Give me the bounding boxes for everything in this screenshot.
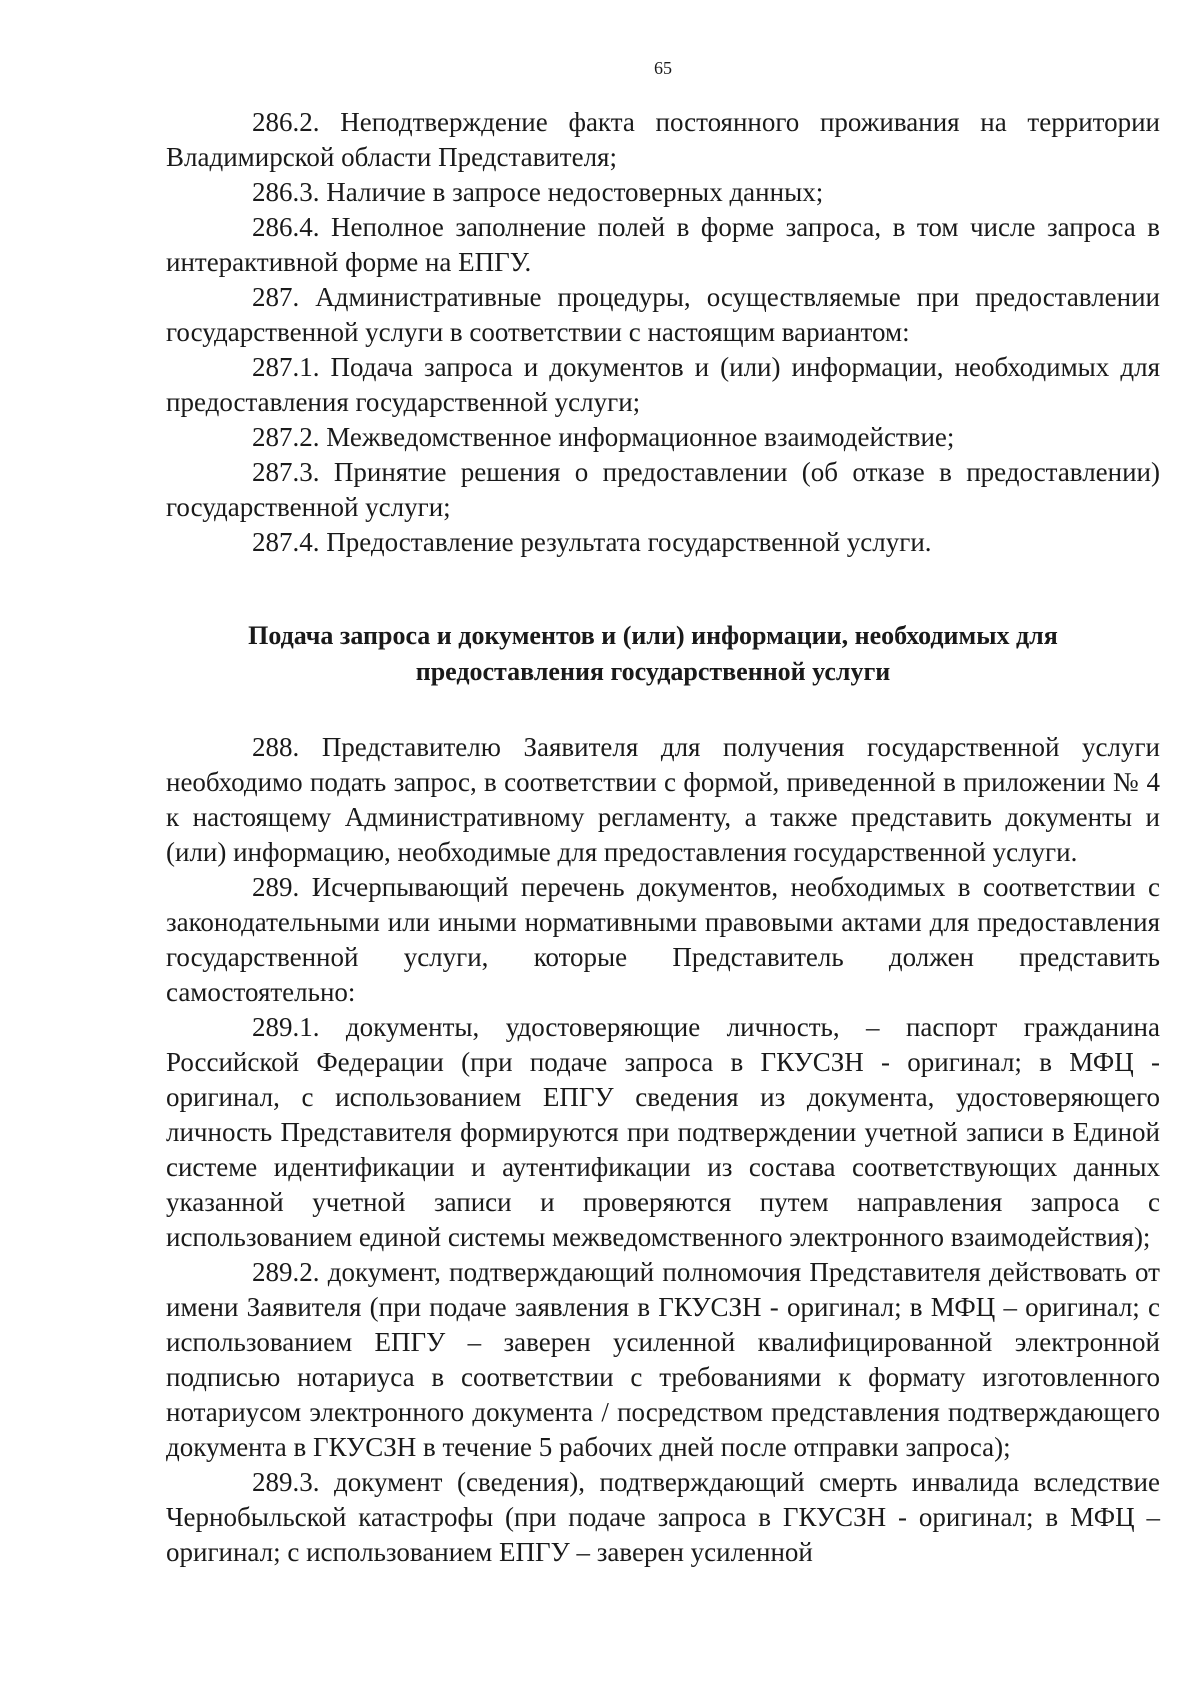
paragraph-289-2: 289.2. документ, подтверждающий полномочия Представителя действовать от имени Заявителя (при подаче заявления в ГКУСЗН - оригинал; в МФЦ – оригинал; с использованием ЕПГУ – заверен усиленной квалифицированной электронной подписью нотариуса в соответствии с требованиями к формату изготовленного нотариусом электронного документа / посредством представления подтверждающего документа в ГКУСЗН в течение 5 рабочих дней после отправки запроса); [166, 1257, 1160, 1462]
paragraph-287-2: 287.2. Межведомственное информационное взаимодействие; [252, 422, 955, 452]
paragraph-287-3: 287.3. Принятие решения о предоставлении (об отказе в предоставлении) государственной услуги; [166, 457, 1160, 522]
page-number: 65 [654, 58, 672, 78]
paragraph-287-1: 287.1. Подача запроса и документов и (или) информации, необходимых для предоставления государственной услуги; [166, 352, 1160, 417]
paragraph-289: 289. Исчерпывающий перечень документов, необходимых в соответствии с законодательными или иными нормативными правовыми актами для предоставления государственной услуги, которые Представитель должен представить самостоятельно: [166, 872, 1160, 1007]
section-heading: Подача запроса и документов и (или) информации, необходимых для предоставления государственной услуги [248, 621, 1058, 686]
paragraph-288: 288. Представителю Заявителя для получения государственной услуги необходимо подать запрос, в соответствии с формой, приведенной в приложении № 4 к настоящему Административному регламенту, а также представить документы и (или) информацию, необходимые для предоставления государственной услуги. [166, 732, 1160, 867]
paragraph-289-1: 289.1. документы, удостоверяющие личность, – паспорт гражданина Российской Федерации (при подаче запроса в ГКУСЗН - оригинал; в МФЦ - оригинал, с использованием ЕПГУ сведения из документа, удостоверяющего личность Представителя формируются при подтверждении учетной записи в Единой системе идентификации и аутентификации из состава соответствующих данных указанной учетной записи и проверяются путем направления запроса с использованием единой системы межведомственного электронного взаимодействия); [166, 1012, 1160, 1252]
paragraph-286-4: 286.4. Неполное заполнение полей в форме запроса, в том числе запроса в интерактивной форме на ЕПГУ. [166, 212, 1160, 277]
paragraph-287-4: 287.4. Предоставление результата государственной услуги. [252, 527, 932, 557]
paragraph-287: 287. Административные процедуры, осуществляемые при предоставлении государственной услуги в соответствии с настоящим вариантом: [166, 282, 1160, 347]
paragraph-286-2: 286.2. Неподтверждение факта постоянного проживания на территории Владимирской области Представителя; [166, 107, 1160, 172]
paragraph-286-3: 286.3. Наличие в запросе недостоверных данных; [252, 177, 824, 207]
paragraph-289-3: 289.3. документ (сведения), подтверждающий смерть инвалида вследствие Чернобыльской катастрофы (при подаче запроса в ГКУСЗН - оригинал; в МФЦ – оригинал; с использованием ЕПГУ – заверен усиленной [166, 1467, 1160, 1567]
